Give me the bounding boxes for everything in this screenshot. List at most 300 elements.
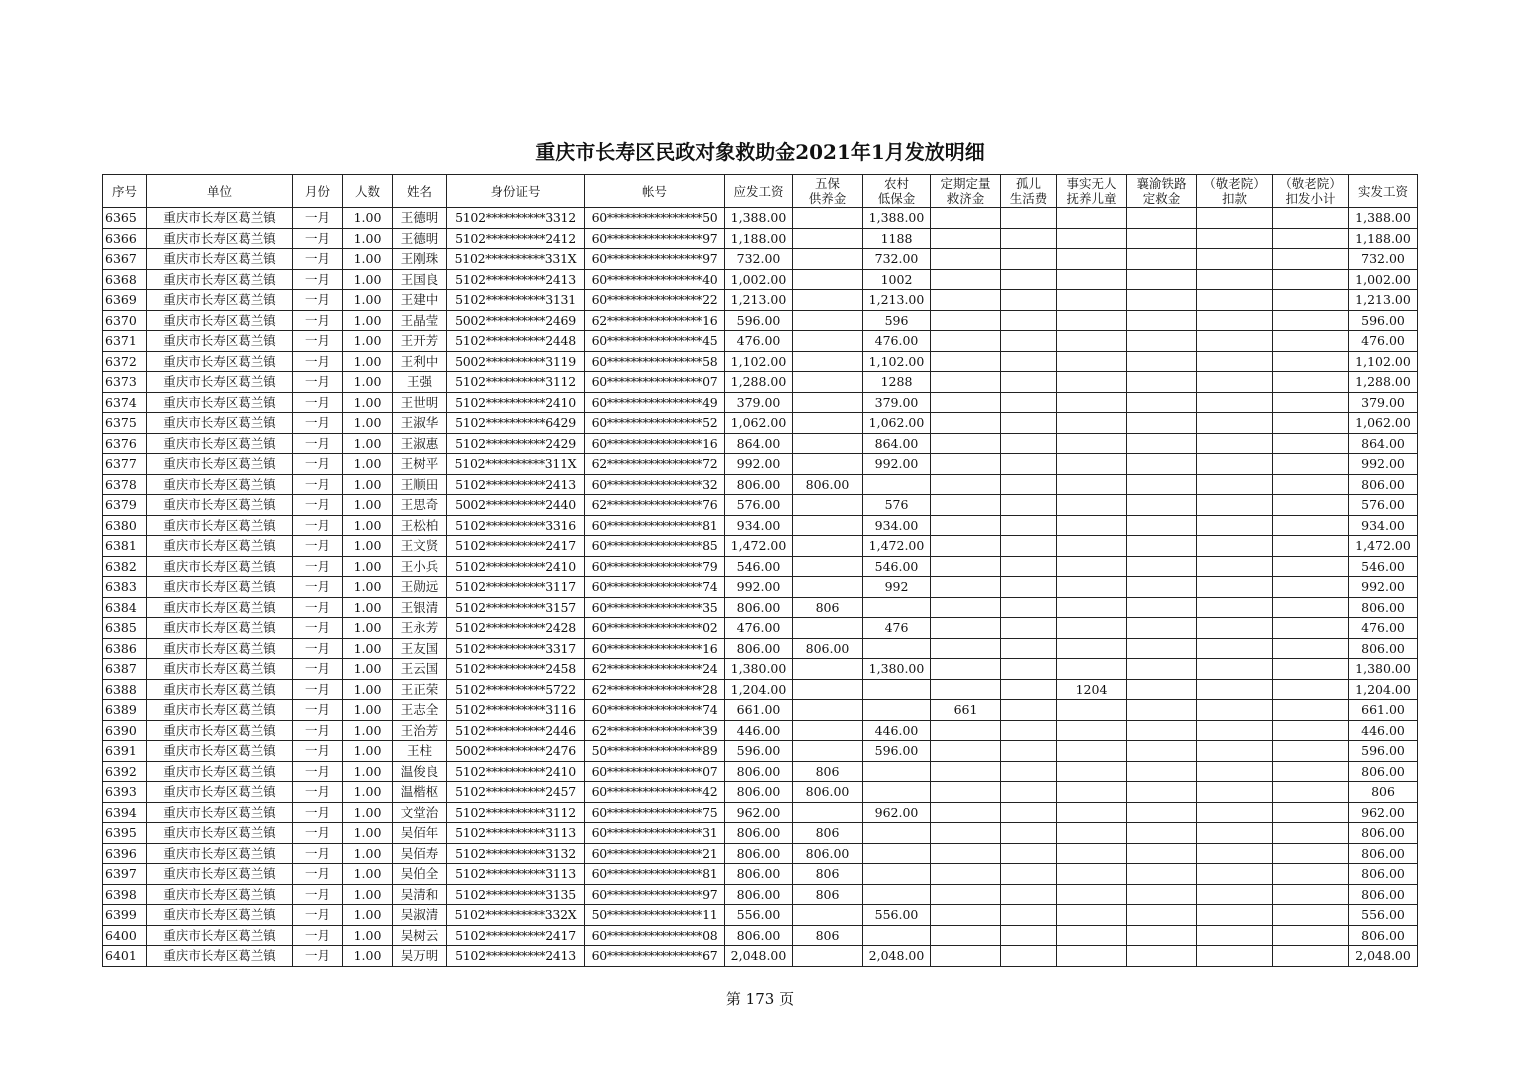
table-cell: 1.00	[343, 228, 393, 249]
table-cell: 一月	[293, 679, 343, 700]
table-cell	[1057, 372, 1127, 393]
table-cell: 806.00	[725, 761, 793, 782]
table-cell	[793, 659, 863, 680]
table-cell	[1127, 413, 1197, 434]
table-cell: 王建中	[393, 290, 447, 311]
table-cell: 379.00	[725, 392, 793, 413]
table-cell: 806	[793, 884, 863, 905]
table-cell: 806.00	[725, 823, 793, 844]
table-cell	[1197, 454, 1273, 475]
table-cell	[1273, 433, 1349, 454]
table-cell	[1197, 843, 1273, 864]
table-cell: 2,048.00	[1349, 946, 1418, 967]
table-cell	[1127, 351, 1197, 372]
table-cell	[1197, 638, 1273, 659]
table-cell: 6371	[103, 331, 147, 352]
table-cell: 文堂治	[393, 802, 447, 823]
table-cell	[1127, 577, 1197, 598]
table-cell: 806.00	[1349, 843, 1418, 864]
table-cell	[1127, 679, 1197, 700]
table-cell: 50****************11	[585, 905, 725, 926]
table-cell: 一月	[293, 884, 343, 905]
table-cell	[1057, 864, 1127, 885]
table-cell	[1273, 310, 1349, 331]
column-header: 事实无人 抚养儿童	[1057, 175, 1127, 208]
table-cell: 王银清	[393, 597, 447, 618]
table-row	[103, 823, 1418, 844]
table-cell: 1,062.00	[863, 413, 931, 434]
table-cell: 1.00	[343, 761, 393, 782]
table-cell: 1,388.00	[725, 208, 793, 229]
table-cell: 62****************28	[585, 679, 725, 700]
table-cell	[1197, 905, 1273, 926]
table-cell: 962.00	[725, 802, 793, 823]
table-cell	[931, 536, 1001, 557]
table-cell	[1273, 679, 1349, 700]
table-cell	[1001, 659, 1057, 680]
table-cell: 992.00	[1349, 577, 1418, 598]
table-cell: 1,380.00	[1349, 659, 1418, 680]
table-cell: 重庆市长寿区葛兰镇	[147, 864, 293, 885]
table-cell: 5102**********5722	[447, 679, 585, 700]
table-cell: 50****************89	[585, 741, 725, 762]
table-cell	[1197, 249, 1273, 270]
table-row	[103, 372, 1418, 393]
table-cell: 596.00	[725, 741, 793, 762]
table-cell	[1127, 556, 1197, 577]
table-cell: 60****************74	[585, 700, 725, 721]
table-cell	[1001, 310, 1057, 331]
table-cell: 476.00	[863, 331, 931, 352]
table-row	[103, 269, 1418, 290]
table-cell	[1001, 700, 1057, 721]
table-cell	[1057, 249, 1127, 270]
table-cell: 2,048.00	[725, 946, 793, 967]
table-cell: 806	[793, 864, 863, 885]
table-cell: 60****************97	[585, 884, 725, 905]
table-cell: 重庆市长寿区葛兰镇	[147, 310, 293, 331]
table-cell	[1057, 495, 1127, 516]
table-cell: 一月	[293, 782, 343, 803]
table-cell	[1273, 331, 1349, 352]
table-cell: 556.00	[725, 905, 793, 926]
table-row	[103, 638, 1418, 659]
table-cell: 1,380.00	[725, 659, 793, 680]
table-cell: 1188	[863, 228, 931, 249]
table-cell	[1001, 802, 1057, 823]
table-cell: 重庆市长寿区葛兰镇	[147, 741, 293, 762]
table-cell: 重庆市长寿区葛兰镇	[147, 392, 293, 413]
table-cell: 5102**********2410	[447, 761, 585, 782]
table-cell: 934.00	[725, 515, 793, 536]
column-header: 序号	[103, 175, 147, 208]
table-cell: 5102**********2417	[447, 925, 585, 946]
table-cell: 6379	[103, 495, 147, 516]
table-cell: 6373	[103, 372, 147, 393]
table-cell: 806	[1349, 782, 1418, 803]
table-cell	[1197, 228, 1273, 249]
table-cell: 5002**********2476	[447, 741, 585, 762]
table-row	[103, 761, 1418, 782]
table-cell: 60****************02	[585, 618, 725, 639]
table-cell	[793, 392, 863, 413]
table-cell	[1001, 925, 1057, 946]
table-row	[103, 331, 1418, 352]
table-row	[103, 413, 1418, 434]
table-cell: 1,102.00	[725, 351, 793, 372]
table-cell	[1127, 372, 1197, 393]
table-cell: 王思奇	[393, 495, 447, 516]
table-cell: 1,472.00	[1349, 536, 1418, 557]
table-cell: 1,388.00	[863, 208, 931, 229]
table-cell	[1057, 597, 1127, 618]
table-cell: 576	[863, 495, 931, 516]
table-cell: 1.00	[343, 884, 393, 905]
table-cell	[1001, 618, 1057, 639]
table-cell: 556.00	[1349, 905, 1418, 926]
table-cell: 6382	[103, 556, 147, 577]
table-cell	[1057, 638, 1127, 659]
table-cell: 6376	[103, 433, 147, 454]
table-cell	[1127, 741, 1197, 762]
table-cell: 1,388.00	[1349, 208, 1418, 229]
table-cell: 重庆市长寿区葛兰镇	[147, 720, 293, 741]
table-cell: 60****************79	[585, 556, 725, 577]
table-cell	[1273, 761, 1349, 782]
table-cell	[1057, 925, 1127, 946]
table-cell: 吴清和	[393, 884, 447, 905]
column-header: （敬老院） 扣款	[1197, 175, 1273, 208]
table-cell	[1001, 782, 1057, 803]
table-row	[103, 495, 1418, 516]
table-cell	[931, 925, 1001, 946]
table-cell	[1273, 659, 1349, 680]
table-cell: 6369	[103, 290, 147, 311]
table-cell: 王柱	[393, 741, 447, 762]
table-cell: 一月	[293, 597, 343, 618]
table-cell: 60****************16	[585, 638, 725, 659]
table-cell: 864.00	[1349, 433, 1418, 454]
table-cell: 60****************81	[585, 515, 725, 536]
table-cell: 6365	[103, 208, 147, 229]
table-cell: 5102**********2410	[447, 392, 585, 413]
table-cell: 60****************49	[585, 392, 725, 413]
table-cell: 546.00	[1349, 556, 1418, 577]
table-cell: 62****************16	[585, 310, 725, 331]
table-cell: 王正荣	[393, 679, 447, 700]
table-cell: 6391	[103, 741, 147, 762]
table-cell: 5102**********3157	[447, 597, 585, 618]
table-cell: 806.00	[725, 925, 793, 946]
table-cell	[1127, 290, 1197, 311]
table-cell: 重庆市长寿区葛兰镇	[147, 925, 293, 946]
table-cell	[1001, 843, 1057, 864]
table-cell: 吴伯全	[393, 864, 447, 885]
table-cell: 一月	[293, 843, 343, 864]
table-cell	[793, 618, 863, 639]
table-cell: 1.00	[343, 249, 393, 270]
table-cell	[1273, 228, 1349, 249]
table-cell	[1197, 392, 1273, 413]
table-row	[103, 864, 1418, 885]
table-cell	[1057, 413, 1127, 434]
table-cell	[1197, 761, 1273, 782]
column-header: 农村 低保金	[863, 175, 931, 208]
table-cell: 60****************97	[585, 228, 725, 249]
table-cell	[1057, 577, 1127, 598]
table-cell: 806	[793, 597, 863, 618]
table-cell: 5102**********2458	[447, 659, 585, 680]
table-cell: 1,204.00	[1349, 679, 1418, 700]
table-cell: 重庆市长寿区葛兰镇	[147, 515, 293, 536]
table-cell	[793, 495, 863, 516]
table-cell: 重庆市长寿区葛兰镇	[147, 761, 293, 782]
table-cell	[863, 843, 931, 864]
table-cell: 一月	[293, 946, 343, 967]
table-cell: 992.00	[863, 454, 931, 475]
table-cell: 一月	[293, 290, 343, 311]
table-cell	[1197, 495, 1273, 516]
table-cell: 王国良	[393, 269, 447, 290]
table-cell: 806.00	[725, 474, 793, 495]
table-cell: 一月	[293, 556, 343, 577]
column-header: 五保 供养金	[793, 175, 863, 208]
table-cell	[1057, 700, 1127, 721]
table-cell	[1127, 597, 1197, 618]
table-cell: 476.00	[1349, 331, 1418, 352]
table-cell	[1001, 269, 1057, 290]
table-cell	[1197, 925, 1273, 946]
table-cell	[1197, 679, 1273, 700]
table-cell	[1001, 577, 1057, 598]
table-cell	[1001, 331, 1057, 352]
table-cell	[793, 413, 863, 434]
table-cell: 5102**********331X	[447, 249, 585, 270]
table-cell: 379.00	[1349, 392, 1418, 413]
table-cell: 1.00	[343, 331, 393, 352]
table-cell: 732.00	[725, 249, 793, 270]
table-row	[103, 392, 1418, 413]
table-row	[103, 679, 1418, 700]
table-cell: 5102**********3113	[447, 823, 585, 844]
table-cell	[1273, 249, 1349, 270]
table-cell: 1.00	[343, 946, 393, 967]
table-cell: 806.00	[1349, 597, 1418, 618]
table-cell: 一月	[293, 905, 343, 926]
table-cell	[931, 228, 1001, 249]
table-cell: 重庆市长寿区葛兰镇	[147, 269, 293, 290]
table-cell: 1.00	[343, 802, 393, 823]
table-cell: 一月	[293, 536, 343, 557]
table-cell	[931, 679, 1001, 700]
table-cell	[1127, 720, 1197, 741]
table-cell	[1273, 823, 1349, 844]
table-cell	[1273, 802, 1349, 823]
table-row	[103, 433, 1418, 454]
table-cell: 5102**********2428	[447, 618, 585, 639]
column-header: （敬老院） 扣发小计	[1273, 175, 1349, 208]
table-row	[103, 741, 1418, 762]
column-header: 帐号	[585, 175, 725, 208]
table-cell: 806.00	[1349, 884, 1418, 905]
table-cell: 一月	[293, 474, 343, 495]
table-cell	[931, 351, 1001, 372]
table-cell	[1127, 618, 1197, 639]
table-cell: 1288	[863, 372, 931, 393]
table-cell: 一月	[293, 392, 343, 413]
table-cell	[1273, 905, 1349, 926]
table-cell: 5102**********2413	[447, 269, 585, 290]
table-cell: 732.00	[863, 249, 931, 270]
table-cell	[1001, 679, 1057, 700]
table-cell	[1001, 884, 1057, 905]
table-cell: 2,048.00	[863, 946, 931, 967]
table-cell: 5102**********3132	[447, 843, 585, 864]
page-title: 重庆市长寿区民政对象救助金2021年1月发放明细	[535, 140, 985, 164]
table-cell: 一月	[293, 249, 343, 270]
table-cell: 6401	[103, 946, 147, 967]
table-cell: 62****************39	[585, 720, 725, 741]
table-cell: 476.00	[725, 618, 793, 639]
table-cell	[1057, 351, 1127, 372]
table-cell: 5102**********311X	[447, 454, 585, 475]
table-cell: 864.00	[725, 433, 793, 454]
table-cell	[793, 556, 863, 577]
table-cell	[1273, 843, 1349, 864]
table-row	[103, 351, 1418, 372]
table-cell	[931, 843, 1001, 864]
table-cell	[1001, 228, 1057, 249]
table-cell: 556.00	[863, 905, 931, 926]
table-cell: 60****************40	[585, 269, 725, 290]
table-cell: 王治芳	[393, 720, 447, 741]
table-cell	[1057, 802, 1127, 823]
table-cell	[1001, 392, 1057, 413]
table-cell	[1057, 884, 1127, 905]
table-cell	[863, 597, 931, 618]
table-cell: 5102**********2448	[447, 331, 585, 352]
table-cell: 5102**********3312	[447, 208, 585, 229]
table-cell	[863, 700, 931, 721]
table-cell	[1001, 249, 1057, 270]
table-cell: 864.00	[863, 433, 931, 454]
table-cell	[1127, 843, 1197, 864]
table-cell: 596	[863, 310, 931, 331]
table-row	[103, 905, 1418, 926]
table-cell	[793, 290, 863, 311]
table-cell: 6375	[103, 413, 147, 434]
table-cell: 重庆市长寿区葛兰镇	[147, 946, 293, 967]
table-cell: 王顺田	[393, 474, 447, 495]
table-cell	[793, 720, 863, 741]
table-cell: 1,472.00	[725, 536, 793, 557]
table-cell: 王志全	[393, 700, 447, 721]
table-cell	[1197, 884, 1273, 905]
table-cell	[1057, 761, 1127, 782]
table-row	[103, 515, 1418, 536]
column-header: 孤儿 生活费	[1001, 175, 1057, 208]
table-cell: 5102**********3316	[447, 515, 585, 536]
table-cell	[1057, 310, 1127, 331]
table-cell: 一月	[293, 638, 343, 659]
table-cell: 重庆市长寿区葛兰镇	[147, 495, 293, 516]
table-cell: 1.00	[343, 536, 393, 557]
table-cell	[1001, 823, 1057, 844]
table-cell	[1057, 433, 1127, 454]
table-row	[103, 659, 1418, 680]
table-cell: 476	[863, 618, 931, 639]
table-cell: 476.00	[725, 331, 793, 352]
table-cell: 6388	[103, 679, 147, 700]
table-cell: 1.00	[343, 843, 393, 864]
table-cell	[1197, 556, 1273, 577]
table-cell: 1.00	[343, 392, 393, 413]
table-cell: 546.00	[725, 556, 793, 577]
table-cell: 5002**********3119	[447, 351, 585, 372]
table-cell	[1273, 741, 1349, 762]
table-cell: 60****************22	[585, 290, 725, 311]
table-cell: 992	[863, 577, 931, 598]
table-cell: 1,472.00	[863, 536, 931, 557]
table-cell	[1273, 577, 1349, 598]
table-cell: 60****************07	[585, 761, 725, 782]
table-cell	[1001, 290, 1057, 311]
table-cell: 1,062.00	[1349, 413, 1418, 434]
table-cell: 1.00	[343, 679, 393, 700]
table-cell: 6389	[103, 700, 147, 721]
table-cell	[863, 925, 931, 946]
table-cell: 992.00	[725, 577, 793, 598]
table-cell: 重庆市长寿区葛兰镇	[147, 638, 293, 659]
table-cell: 吴万明	[393, 946, 447, 967]
table-cell	[793, 228, 863, 249]
table-cell: 1,002.00	[725, 269, 793, 290]
table-row	[103, 290, 1418, 311]
table-cell: 5102**********3317	[447, 638, 585, 659]
table-cell	[931, 392, 1001, 413]
table-cell	[1057, 536, 1127, 557]
table-cell: 1,188.00	[1349, 228, 1418, 249]
table-cell: 重庆市长寿区葛兰镇	[147, 454, 293, 475]
table-cell: 王晶莹	[393, 310, 447, 331]
table-cell: 1.00	[343, 925, 393, 946]
table-cell	[1127, 823, 1197, 844]
table-cell	[1057, 720, 1127, 741]
table-cell: 6384	[103, 597, 147, 618]
table-cell: 62****************72	[585, 454, 725, 475]
table-cell: 5102**********332X	[447, 905, 585, 926]
table-cell: 806	[793, 823, 863, 844]
table-cell: 1.00	[343, 372, 393, 393]
table-cell: 王刚珠	[393, 249, 447, 270]
table-cell	[793, 515, 863, 536]
table-cell: 一月	[293, 413, 343, 434]
table-cell: 6366	[103, 228, 147, 249]
table-cell: 6380	[103, 515, 147, 536]
table-cell: 6394	[103, 802, 147, 823]
table-cell: 6399	[103, 905, 147, 926]
table-cell	[931, 884, 1001, 905]
table-cell: 806.00	[725, 782, 793, 803]
table-cell	[1197, 269, 1273, 290]
table-row	[103, 700, 1418, 721]
column-header: 月份	[293, 175, 343, 208]
table-cell	[1273, 372, 1349, 393]
table-cell	[931, 454, 1001, 475]
table-cell: 5102**********3135	[447, 884, 585, 905]
table-cell: 6387	[103, 659, 147, 680]
table-cell: 1,213.00	[725, 290, 793, 311]
